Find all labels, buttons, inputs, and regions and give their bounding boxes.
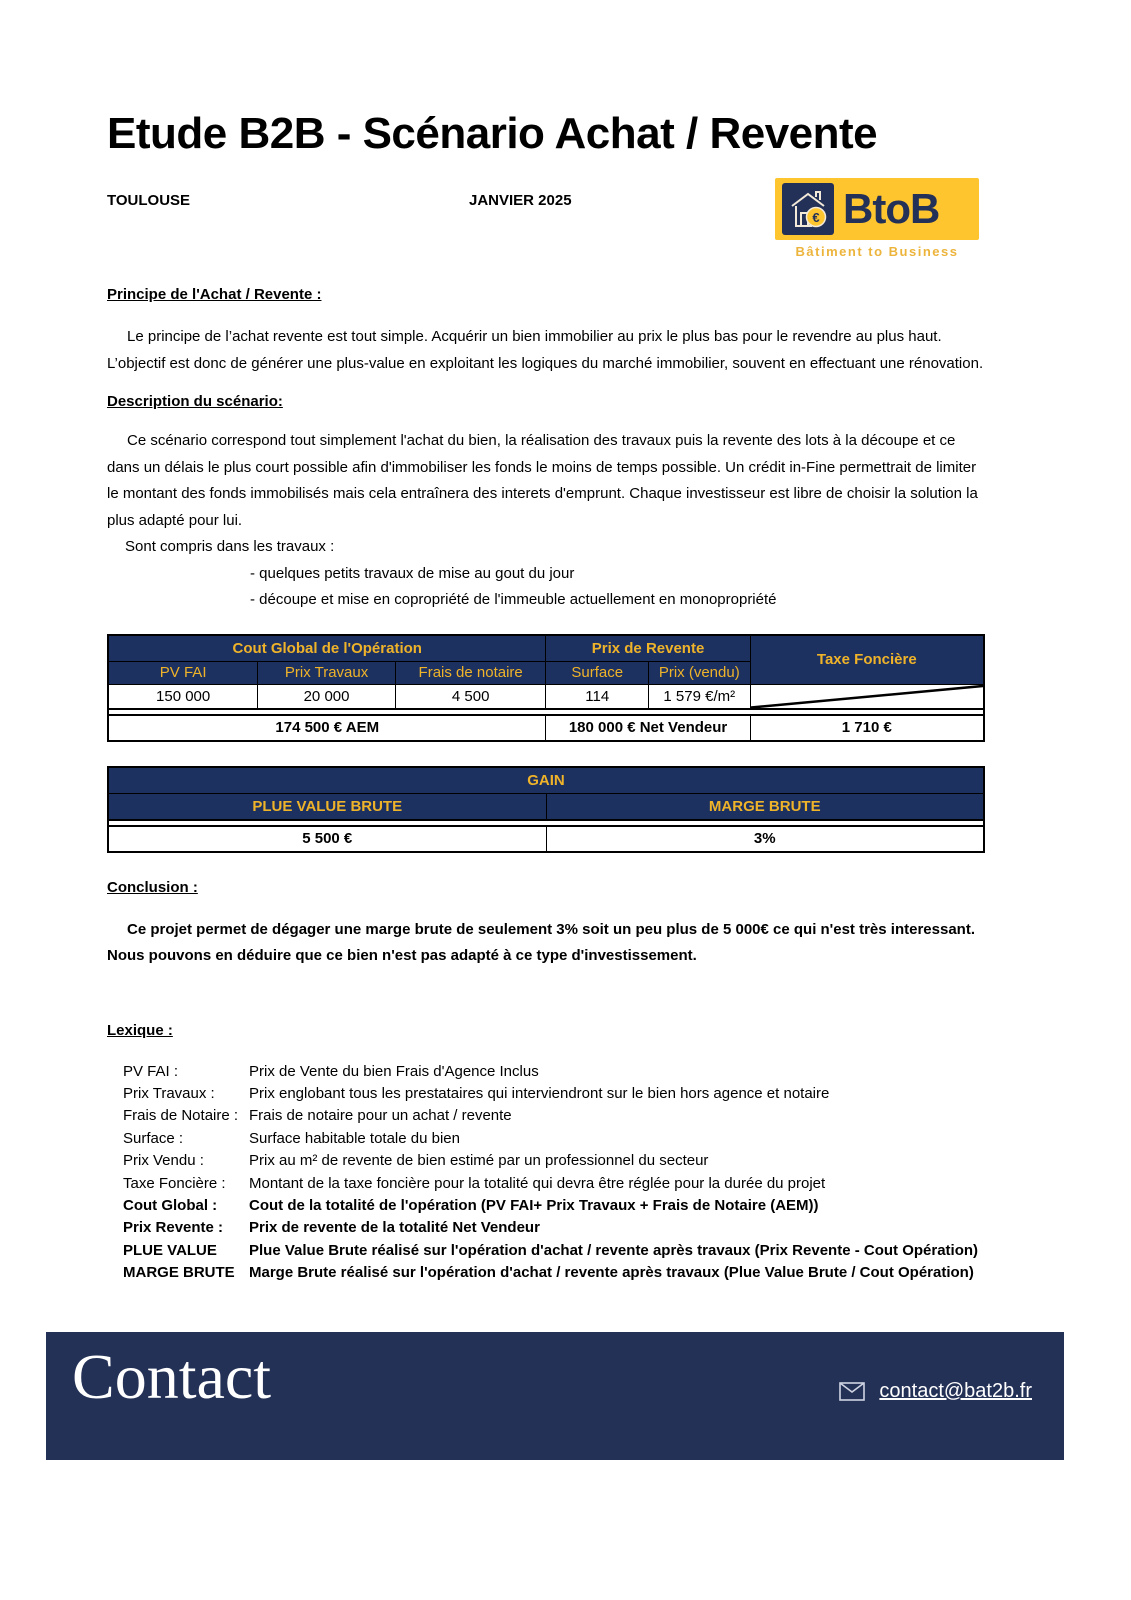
lexique-term: Taxe Foncière : bbox=[123, 1174, 226, 1192]
value-travaux: 20 000 bbox=[258, 684, 396, 709]
diagonal-line-icon bbox=[751, 685, 983, 708]
contact-footer bbox=[46, 1332, 1064, 1460]
envelope-icon bbox=[839, 1382, 865, 1401]
lexique-term: Prix Travaux : bbox=[123, 1084, 215, 1102]
travaux-item: - découpe et mise en copropriété de l'immeuble actuellement en monopropriété bbox=[250, 591, 777, 608]
lexique-term: Prix Revente : bbox=[123, 1219, 224, 1237]
gain-table bbox=[107, 766, 985, 853]
gain-header: GAIN bbox=[108, 767, 984, 794]
lexique-def: Marge Brute réalisé sur l'opération d'achat / revente après travaux (Plue Value Brute / Cout Opération) bbox=[249, 1264, 974, 1282]
lexique-item bbox=[123, 1061, 985, 1083]
principe-heading: Principe de l'Achat / Revente : bbox=[107, 286, 322, 303]
logo-wordmark: BtoB bbox=[843, 185, 940, 232]
col-header-pvfai: PV FAI bbox=[108, 661, 258, 684]
logo-band bbox=[775, 178, 979, 240]
lexique-item bbox=[123, 1083, 985, 1105]
conclusion-heading: Conclusion : bbox=[107, 878, 198, 896]
cost-group-header: Cout Global de l'Opération bbox=[108, 635, 546, 662]
contact-title: Contact bbox=[72, 1341, 272, 1412]
col-header-notaire: Frais de notaire bbox=[395, 661, 546, 684]
lexique-term: Surface : bbox=[123, 1129, 184, 1147]
svg-text:€: € bbox=[812, 210, 820, 225]
lexique-def: Prix englobant tous les prestataires qui interviendront sur le bien hors agence et notaire bbox=[249, 1084, 830, 1102]
lexique-term: PV FAI : bbox=[123, 1062, 179, 1080]
lexique-item bbox=[123, 1150, 985, 1172]
lexique-item bbox=[123, 1195, 985, 1217]
lexique-item bbox=[123, 1173, 985, 1195]
lexique-item bbox=[123, 1105, 985, 1127]
lexique-item bbox=[123, 1240, 985, 1262]
lexique-term: PLUE VALUE bbox=[123, 1241, 217, 1259]
value-notaire: 4 500 bbox=[395, 684, 546, 709]
lexique-def: Prix de revente de la totalité Net Vendeur bbox=[249, 1219, 540, 1237]
location-label: TOULOUSE bbox=[107, 192, 191, 209]
col-header-surface: Surface bbox=[546, 661, 648, 684]
total-prix-revente: 180 000 € Net Vendeur bbox=[546, 715, 750, 741]
lexique-term: MARGE BRUTE bbox=[123, 1264, 235, 1282]
description-heading: Description du scénario: bbox=[107, 393, 283, 410]
taxe-diagonal-cell bbox=[750, 684, 984, 709]
btob-logo bbox=[775, 178, 979, 259]
col-header-prixvendu: Prix (vendu) bbox=[648, 661, 750, 684]
logo-tagline: Bâtiment to Business bbox=[795, 244, 959, 259]
lexique-list bbox=[123, 1061, 985, 1285]
meta-row bbox=[107, 185, 985, 268]
cost-table bbox=[107, 634, 985, 742]
lexique-term: Prix Vendu : bbox=[123, 1152, 204, 1170]
plue-value-amount: 5 500 € bbox=[108, 826, 546, 852]
plue-value-header: PLUE VALUE BRUTE bbox=[108, 793, 546, 820]
marge-brute-header: MARGE BRUTE bbox=[546, 793, 984, 820]
lexique-def: Prix au m² de revente de bien estimé par un professionnel du secteur bbox=[249, 1152, 709, 1170]
col-header-travaux: Prix Travaux bbox=[258, 661, 396, 684]
lexique-item bbox=[123, 1128, 985, 1150]
total-taxe: 1 710 € bbox=[750, 715, 984, 741]
lexique-def: Surface habitable totale du bien bbox=[249, 1129, 460, 1147]
lexique-def: Plue Value Brute réalisé sur l'opération d'achat / revente après travaux (Prix Revente - Cout Opération) bbox=[249, 1241, 979, 1259]
contact-email-link[interactable]: contact@bat2b.fr bbox=[879, 1380, 1032, 1402]
footer-email-row bbox=[839, 1380, 1032, 1403]
house-euro-icon bbox=[782, 183, 834, 235]
taxe-header: Taxe Foncière bbox=[750, 635, 984, 685]
lexique-def: Frais de notaire pour un achat / revente bbox=[249, 1107, 512, 1125]
value-surface: 114 bbox=[546, 684, 648, 709]
lexique-heading: Lexique : bbox=[107, 1021, 173, 1039]
revente-group-header: Prix de Revente bbox=[546, 635, 750, 662]
lexique-item bbox=[123, 1262, 985, 1284]
date-label: JANVIER 2025 bbox=[469, 192, 572, 209]
total-cout-global: 174 500 € AEM bbox=[108, 715, 546, 741]
page-title: Etude B2B - Scénario Achat / Revente bbox=[107, 109, 878, 158]
marge-brute-percent: 3% bbox=[546, 826, 984, 852]
lexique-term: Frais de Notaire : bbox=[123, 1107, 239, 1125]
lexique-def: Prix de Vente du bien Frais d'Agence Inclus bbox=[249, 1062, 539, 1080]
conclusion-paragraph: Ce projet permet de dégager une marge brute de seulement 3% soit un peu plus de 5 000€ ce qui n'est très interessant. Nous pouvons en déduire que ce bien n'est pas adapté à ce type d'investissement. bbox=[107, 920, 975, 964]
principe-paragraph: Le principe de l’achat revente est tout simple. Acquérir un bien immobilier au prix le plus bas pour le revendre au plus haut. L’objectif est donc de générer une plus-value en exploitant les logiques du marché immobilier, souvent en effectuant une rénovation. bbox=[107, 328, 984, 372]
document-content bbox=[107, 0, 985, 1285]
value-prixvendu: 1 579 €/m² bbox=[648, 684, 750, 709]
travaux-intro: Sont compris dans les travaux : bbox=[125, 538, 335, 555]
description-paragraph: Ce scénario correspond tout simplement l'achat du bien, la réalisation des travaux puis la revente des lots à la découpe et ce dans un délais le plus court possible afin d'immobiliser les fonds le moins de temps possible. Un crédit in-Fine permettrait de limiter le montant des fonds immobilisés mais cela entraînera des interets d'emprunt. Chaque investisseur est libre de choisir la solution la plus adapté pour lui. bbox=[107, 432, 978, 529]
value-pvfai: 150 000 bbox=[108, 684, 258, 709]
lexique-def: Cout de la totalité de l'opération (PV FAI+ Prix Travaux + Frais de Notaire (AEM)) bbox=[249, 1196, 819, 1214]
lexique-def: Montant de la taxe foncière pour la totalité qui devra être réglée pour la durée du projet bbox=[249, 1174, 826, 1192]
lexique-item bbox=[123, 1217, 985, 1239]
lexique-term: Cout Global : bbox=[123, 1196, 218, 1214]
travaux-item: - quelques petits travaux de mise au gout du jour bbox=[250, 564, 575, 582]
